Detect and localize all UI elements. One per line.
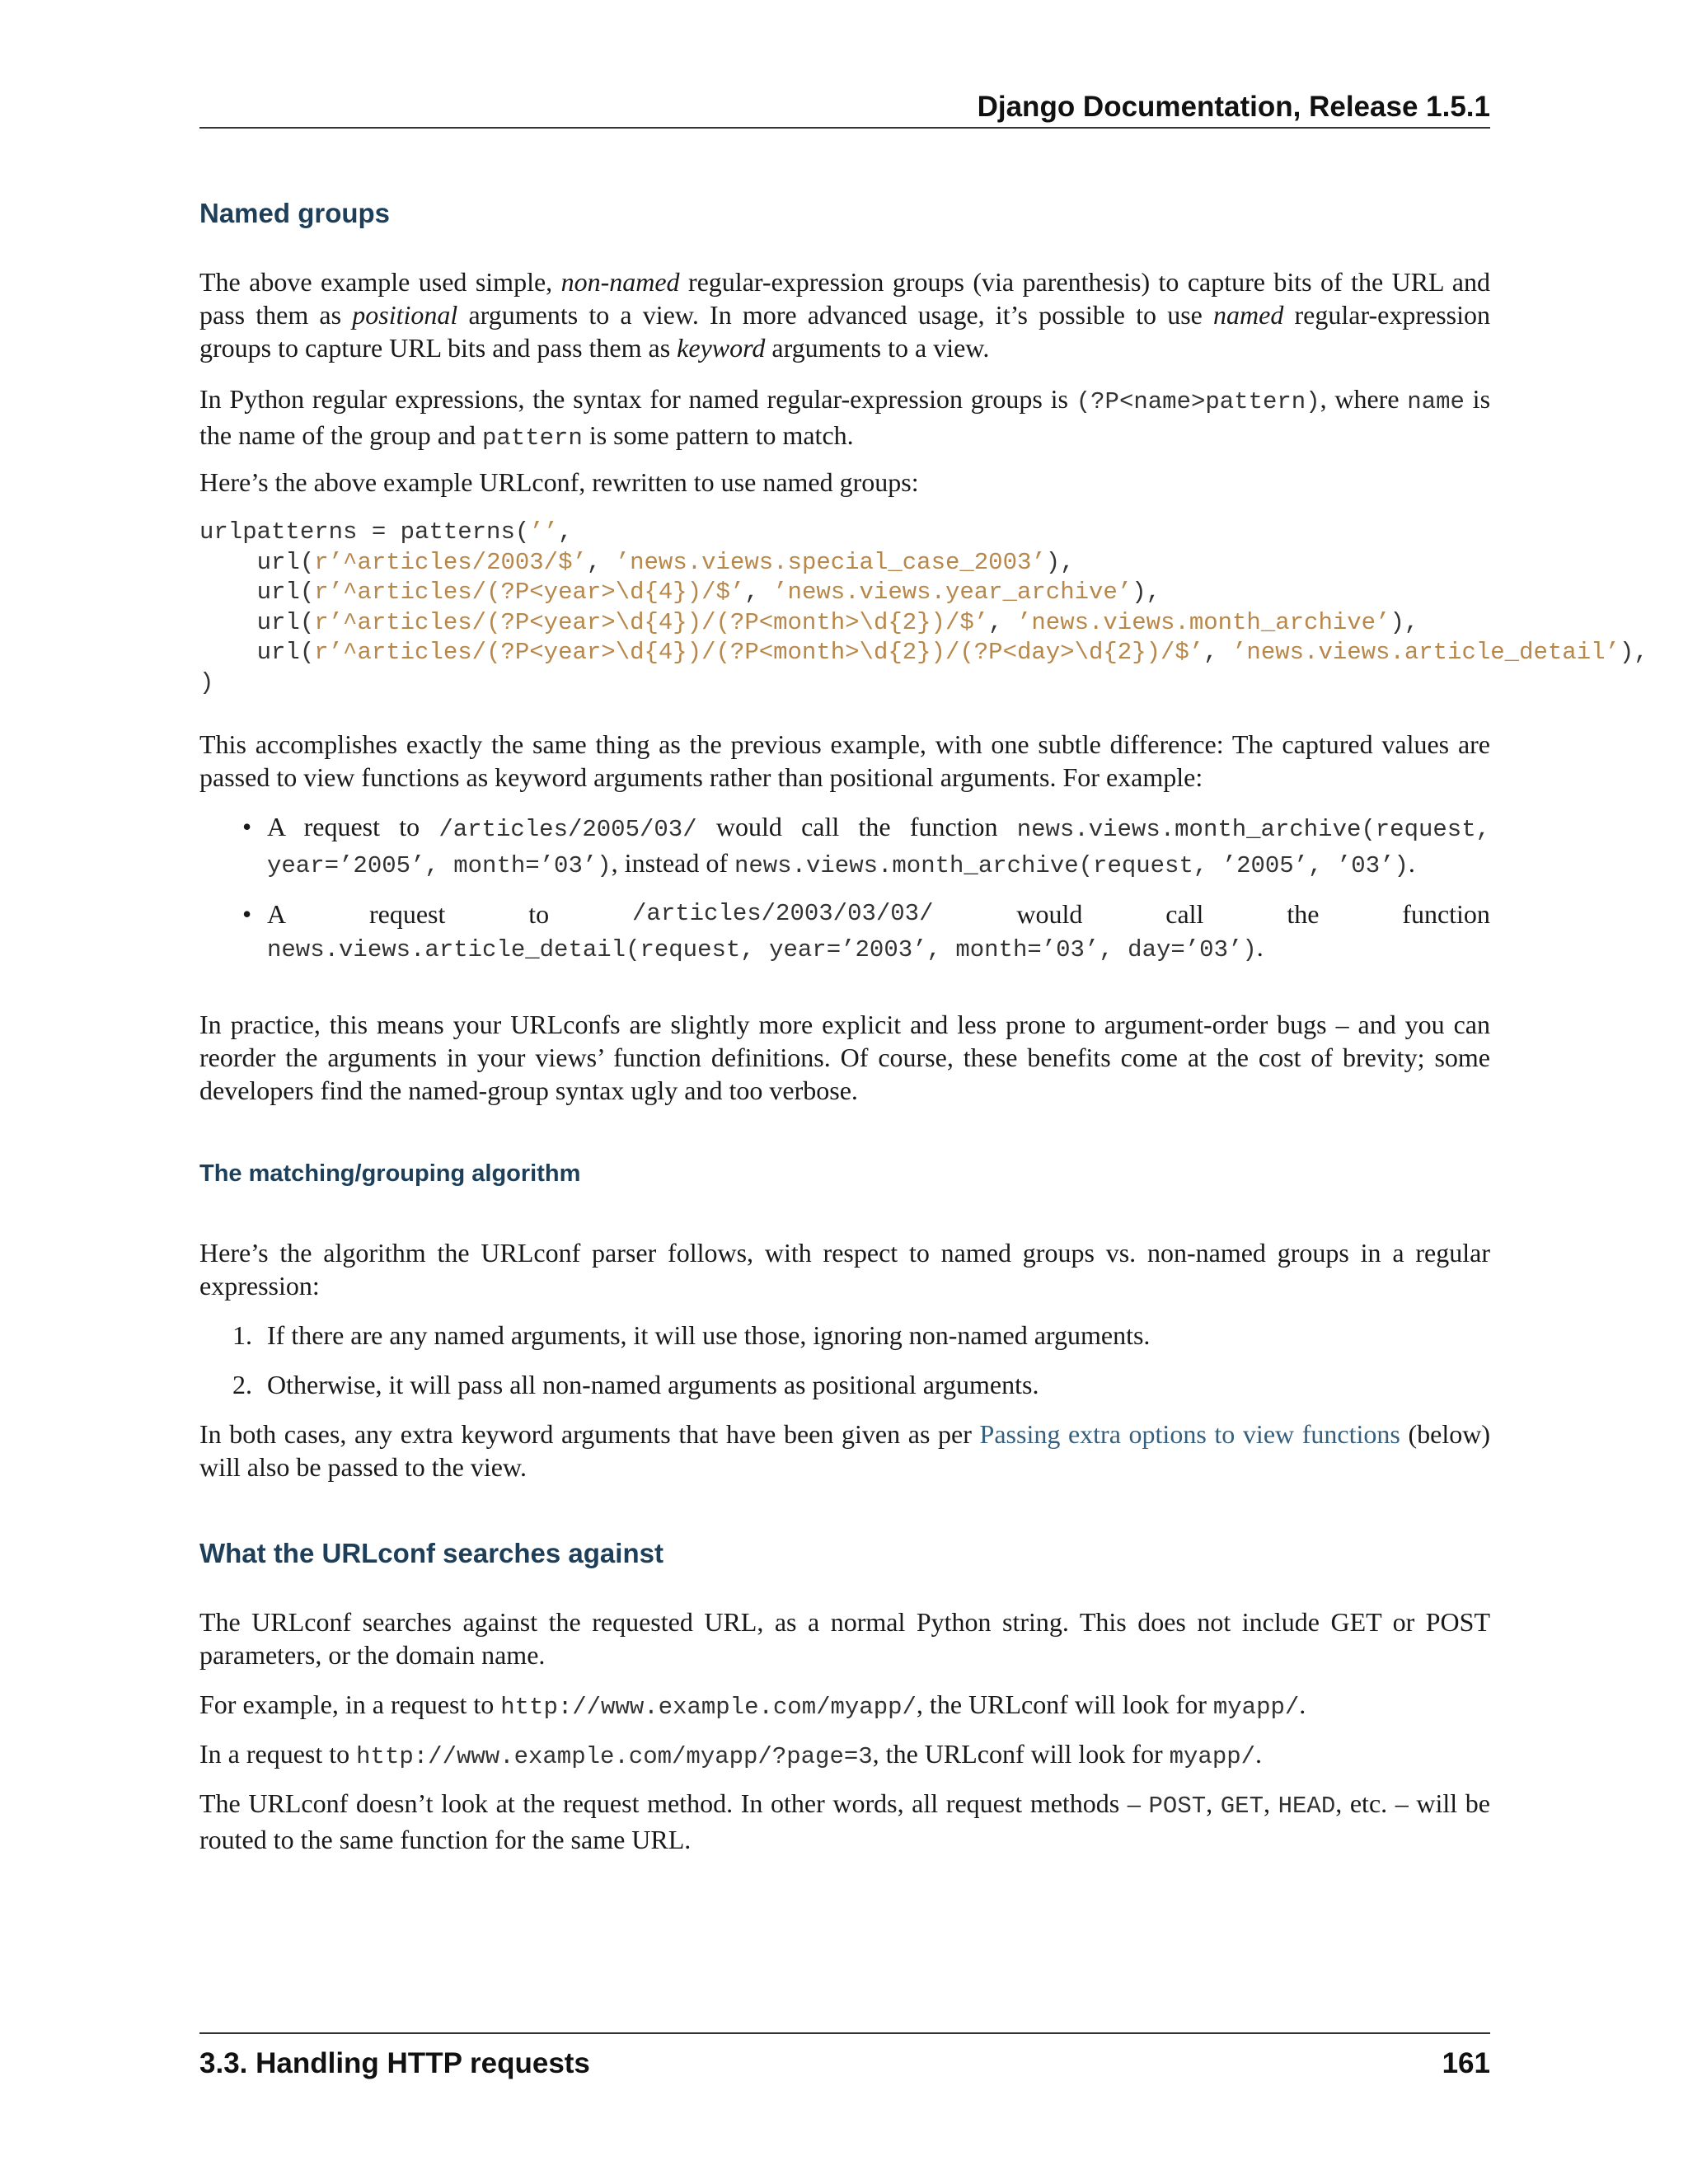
code-string: r’^articles/(?P<year>\d{4})/$’	[314, 579, 745, 606]
text: .	[1256, 932, 1264, 962]
inline-code: name	[1407, 388, 1465, 415]
inline-code: POST	[1148, 1793, 1207, 1820]
word: to	[528, 899, 550, 929]
list-number: 2.	[232, 1370, 252, 1399]
text: In a request to	[199, 1739, 357, 1769]
inline-code: http://www.example.com/myapp/	[500, 1694, 917, 1721]
text: regular-expression groups to capture URL bits and pass them as	[199, 300, 1491, 363]
code-text: ,	[558, 518, 573, 546]
algorithm-steps-list	[199, 1319, 1490, 1401]
code-text: ,	[1203, 639, 1233, 666]
list-item	[199, 898, 1490, 967]
section-heading-searches-against: What the URLconf searches against	[199, 1538, 663, 1568]
text: The URLconf doesn’t look at the request method. In other words, all request methods –	[199, 1788, 1149, 1818]
footer-section-title: 3.3. Handling HTTP requests	[199, 2047, 590, 2079]
text: In Python regular expressions, the syntax for named regular-expression groups is	[199, 384, 1076, 414]
paragraph-query-request	[199, 1737, 1490, 1774]
inline-code: http://www.example.com/myapp/?page=3	[356, 1743, 873, 1770]
paragraph-searches-intro: The URLconf searches against the requested URL, as a normal Python string. This does not include GET or POST parameters, or the domain name.	[199, 1607, 1490, 1670]
inline-code: myapp/	[1169, 1743, 1256, 1770]
paragraph-in-practice: In practice, this means your URLconfs are slightly more explicit and less prone to argument-order bugs – and you can reorder the arguments in your views’ function definitions. Of course, these benefits come at the cost of brevity; some developers find the named-group syntax ugly and too verbose.	[199, 1010, 1490, 1105]
text: , where	[1320, 384, 1408, 414]
inline-code: GET	[1220, 1793, 1264, 1820]
inline-code: HEAD	[1278, 1793, 1336, 1820]
text: ,	[1263, 1788, 1278, 1818]
paragraph-extra-options	[199, 1418, 1490, 1483]
bullet-marker: •	[242, 812, 252, 841]
text: arguments to a view.	[765, 333, 990, 363]
code-text: ,	[988, 608, 1017, 636]
text: (below) will also be passed to the view.	[199, 1419, 1491, 1482]
text: , etc. – will be routed to the same function for the same URL.	[199, 1788, 1491, 1854]
emphasis: named	[1213, 300, 1284, 330]
paragraph-algorithm-intro: Here’s the algorithm the URLconf parser follows, with respect to named groups vs. non-named groups in a regular expression:	[199, 1238, 1490, 1301]
paragraph-urlconf-intro: Here’s the above example URLconf, rewritten to use named groups:	[199, 467, 919, 497]
line	[267, 930, 1490, 967]
text: is some pattern to match.	[582, 420, 854, 450]
code-text: ,	[586, 548, 616, 576]
word: request	[368, 899, 446, 929]
page-number: 161	[1442, 2047, 1490, 2079]
list-item	[199, 1368, 1490, 1401]
text: , the URLconf will look for	[872, 1739, 1170, 1769]
code-string: ’’	[529, 518, 559, 546]
running-header: Django Documentation, Release 1.5.1	[199, 91, 1490, 129]
text: .	[1255, 1739, 1263, 1769]
code-text: ,	[744, 579, 774, 606]
text: would call the function	[696, 812, 1017, 841]
paragraph-named-groups-intro	[199, 265, 1490, 364]
emphasis: non-named	[560, 267, 680, 297]
inline-code: (?P<name>pattern)	[1076, 388, 1320, 415]
text: arguments to a view. In more advanced usage, it’s possible to use	[457, 300, 1214, 330]
code-string: ’news.views.month_archive’	[1016, 608, 1390, 636]
code-string: r’^articles/(?P<year>\d{4})/(?P<month>\d{2})/$’	[314, 608, 989, 636]
code-text: )	[199, 668, 214, 696]
code-string: r’^articles/(?P<year>\d{4})/(?P<month>\d{2})/(?P<day>\d{2})/$’	[314, 639, 1204, 666]
inline-code: news.views.month_archive(request, year=’2005’, month=’03’)	[267, 816, 1490, 879]
text: is the name of the group and	[199, 384, 1491, 450]
code-text: url(	[199, 608, 315, 636]
code-string: ’news.views.article_detail’	[1232, 639, 1620, 666]
text: For example, in a request to	[199, 1690, 501, 1719]
code-text: ),	[1132, 579, 1161, 606]
code-text: ),	[1390, 608, 1419, 636]
code-string: ’news.views.year_archive’	[773, 579, 1132, 606]
text: If there are any named arguments, it will use those, ignoring non-named arguments.	[267, 1320, 1151, 1350]
code-string: r’^articles/2003/$’	[314, 548, 587, 576]
passing-extra-options-link[interactable]: Passing extra options to view functions	[979, 1419, 1400, 1449]
bullet-marker: •	[242, 899, 252, 929]
list-item	[199, 810, 1490, 883]
paragraph-example-request	[199, 1688, 1490, 1724]
text: In both cases, any extra keyword arguments that have been given as per	[199, 1419, 980, 1449]
inline-code: myapp/	[1212, 1694, 1300, 1721]
running-footer	[199, 2032, 1490, 2080]
code-text: url(	[199, 579, 315, 606]
justified-line	[267, 898, 1490, 930]
text: A request to	[267, 812, 439, 841]
code-string: ’news.views.special_case_2003’	[615, 548, 1046, 576]
paragraph-request-method	[199, 1787, 1490, 1856]
example-bullet-list	[199, 810, 1490, 967]
text: ,	[1206, 1788, 1221, 1818]
inline-code: news.views.month_archive(request, ’2005’, ’03’)	[734, 852, 1409, 879]
inline-code: /articles/2003/03/03/	[632, 900, 934, 927]
word: A	[267, 899, 287, 929]
text: regular-expression groups (via parenthesis) to capture bits of the URL and pass them as	[199, 267, 1490, 330]
inline-code: /articles/2005/03/	[438, 816, 697, 843]
paragraph-keyword-args: This accomplishes exactly the same thing as the previous example, with one subtle difference: The captured values are passed to view functions as keyword arguments rather than positional arguments. For example:	[199, 729, 1490, 792]
word: the	[1287, 899, 1320, 929]
subsection-heading-algorithm: The matching/grouping algorithm	[199, 1160, 581, 1187]
inline-code: news.views.article_detail(request, year=’2003’, month=’03’, day=’03’)	[267, 936, 1257, 963]
emphasis: keyword	[677, 333, 766, 363]
text: .	[1408, 848, 1415, 878]
list-item	[199, 1319, 1490, 1352]
code-text: urlpatterns = patterns(	[199, 518, 530, 546]
text: , instead of	[611, 848, 734, 878]
section-heading-named-groups: Named groups	[199, 198, 391, 228]
word: function	[1402, 899, 1490, 929]
inline-code: pattern	[482, 424, 583, 452]
text: The above example used simple,	[199, 267, 561, 297]
word: call	[1165, 899, 1204, 929]
text: , the URLconf will look for	[916, 1690, 1213, 1719]
paragraph-regex-syntax	[199, 382, 1490, 455]
code-text: url(	[199, 548, 315, 576]
code-text: ),	[1045, 548, 1075, 576]
emphasis: positional	[352, 300, 458, 330]
code-text: url(	[199, 639, 315, 666]
word: would	[1016, 899, 1083, 929]
code-text: ),	[1619, 639, 1648, 666]
text: .	[1299, 1690, 1306, 1719]
text: Otherwise, it will pass all non-named arguments as positional arguments.	[267, 1370, 1039, 1399]
list-number: 1.	[232, 1320, 252, 1350]
code-block-urlpatterns	[199, 518, 1648, 698]
